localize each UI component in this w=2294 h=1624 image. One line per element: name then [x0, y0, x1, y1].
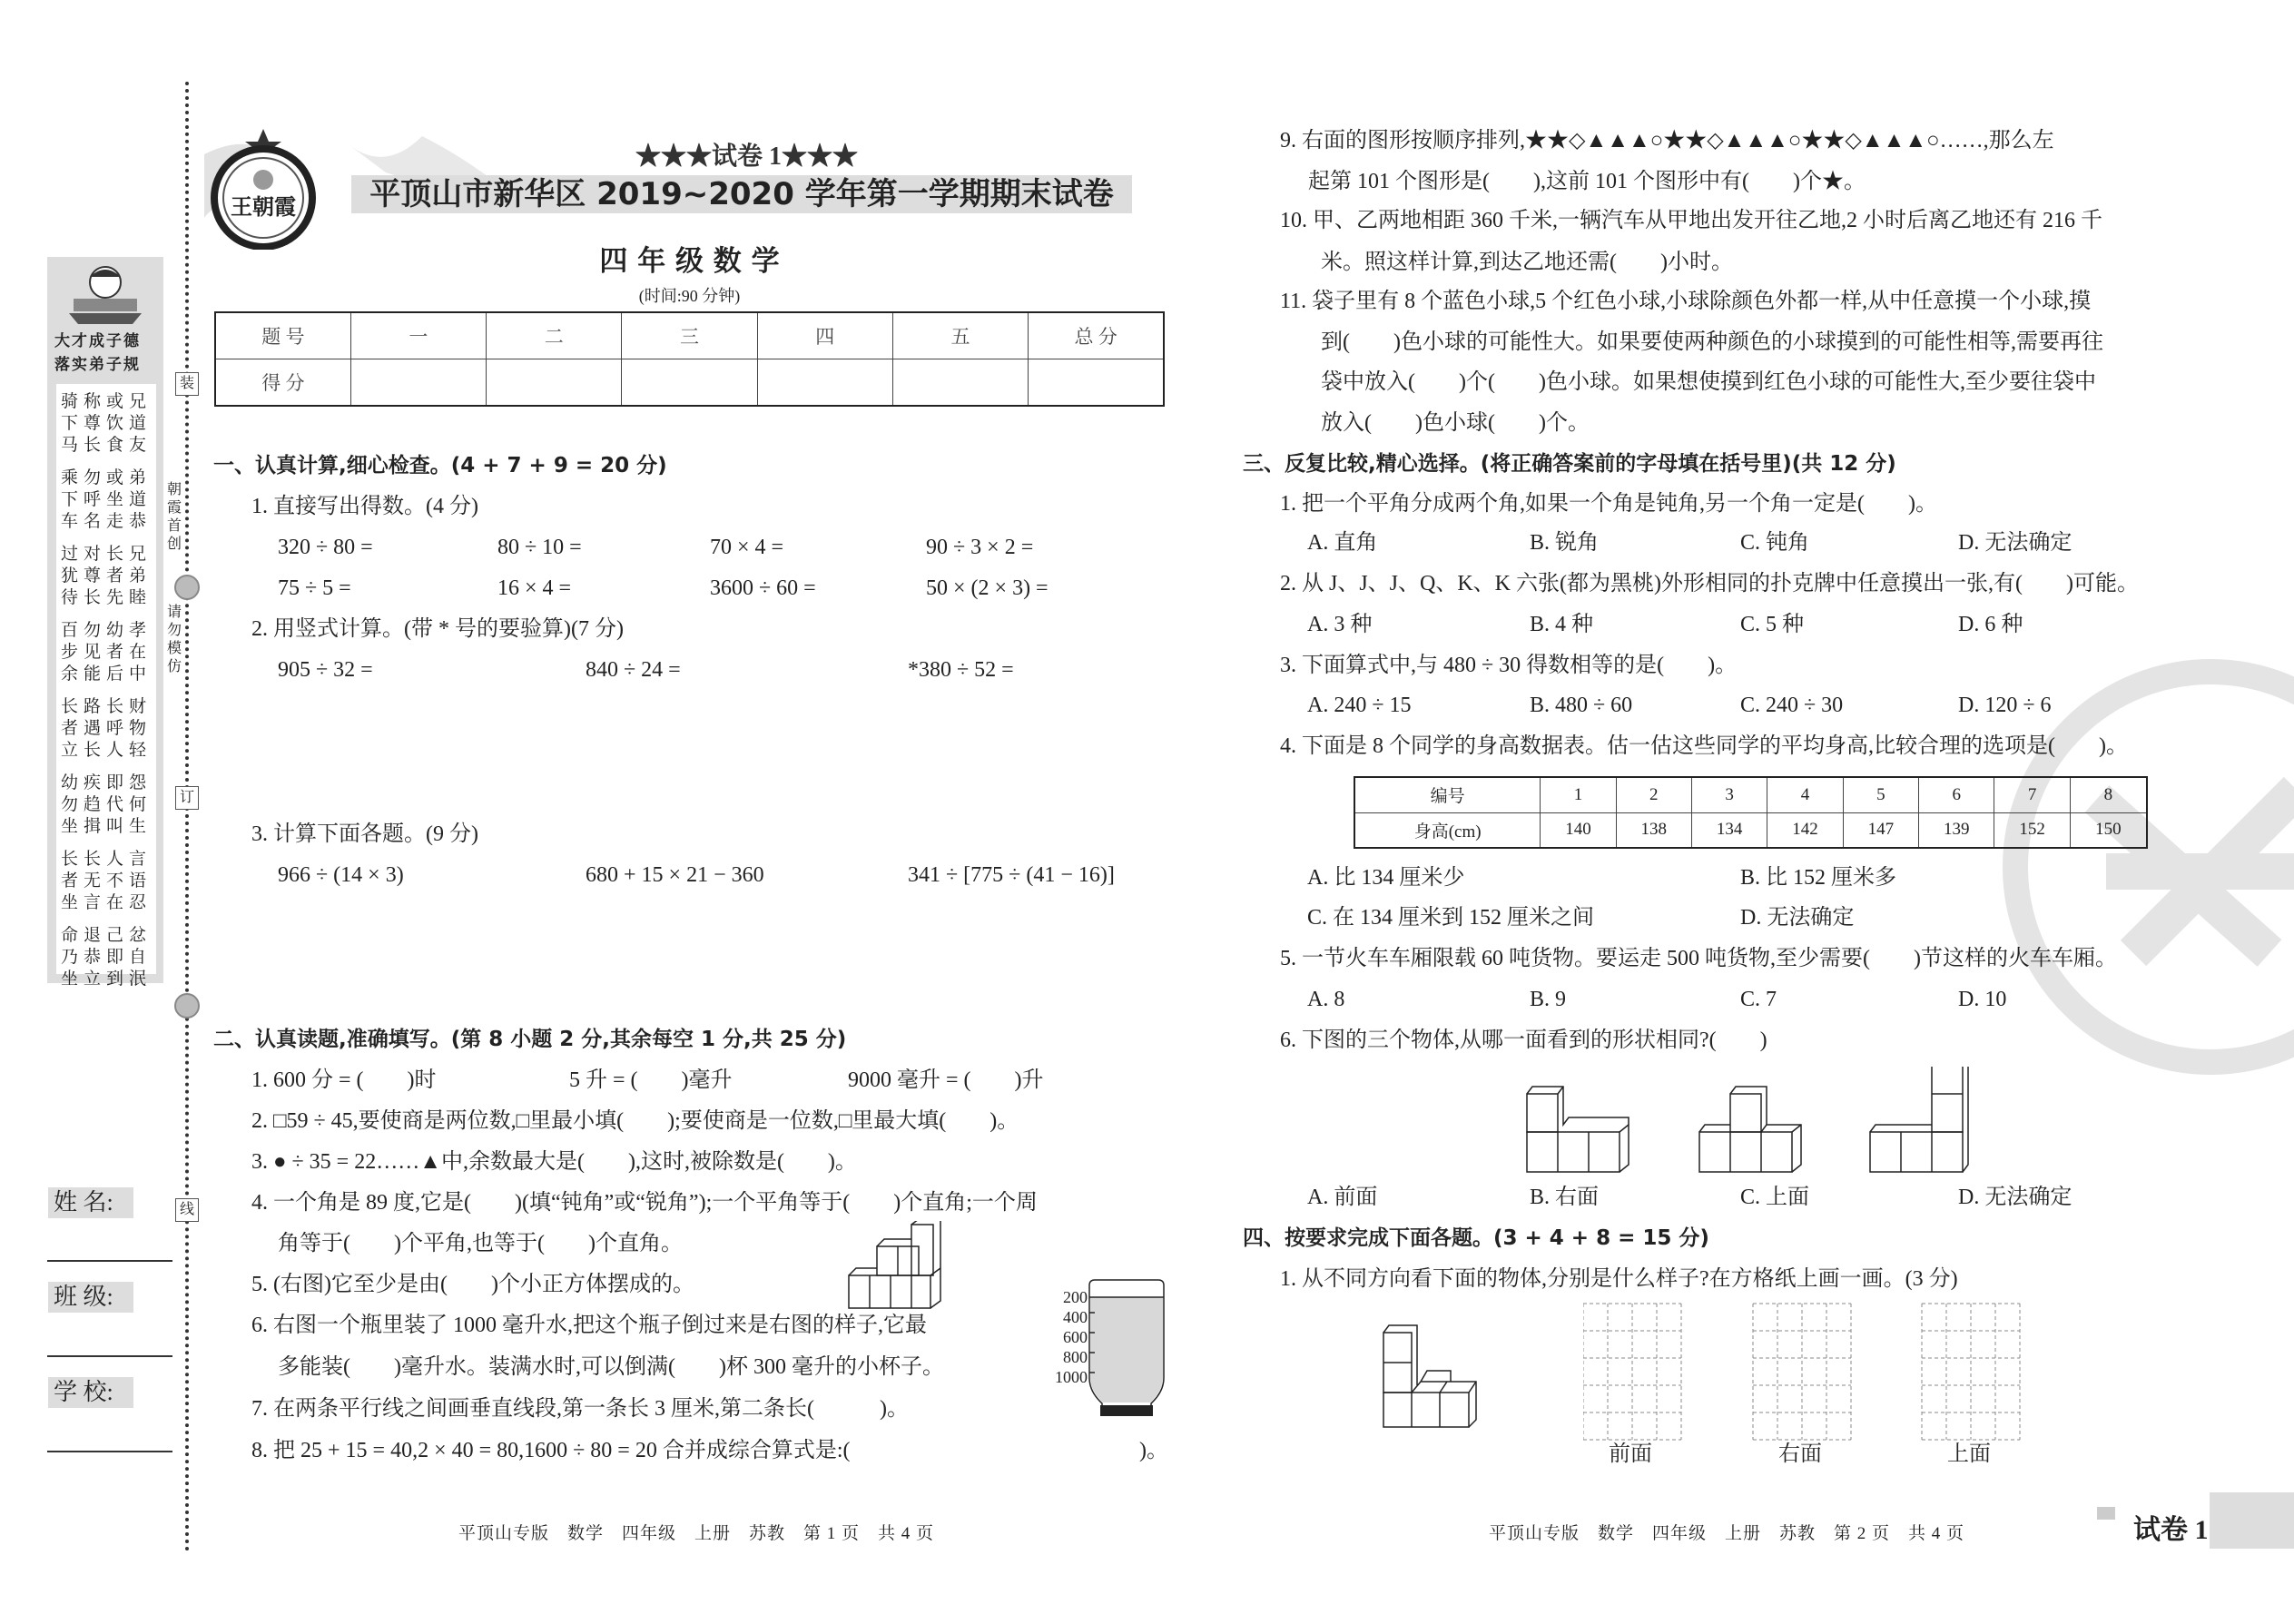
verse-line: 坐立到泯: [60, 969, 152, 989]
table-cell: 142: [1767, 812, 1843, 848]
section4-title: 四、按要求完成下面各题。(3 + 4 + 8 = 15 分): [1243, 1226, 1709, 1250]
option[interactable]: D. 无法确定: [1740, 906, 1855, 930]
option[interactable]: A. 3 种: [1307, 613, 1373, 636]
class-label: 班 级:: [48, 1282, 133, 1313]
cube-stack-figure: [846, 1221, 973, 1312]
calc-item: 320 ÷ 80 =: [278, 536, 373, 559]
question-2-8: 8. 把 25 + 15 = 40,2 × 40 = 80,1600 ÷ 80 = 20 合并成综合算式是:(: [251, 1439, 851, 1462]
question-2-10-cont: 米。照这样计算,到达乙地还需( )小时。: [1321, 251, 1733, 274]
verse-line: 步见者在: [60, 643, 152, 662]
verse-line: 骑称或兄: [60, 392, 152, 411]
option[interactable]: A. 前面: [1307, 1186, 1378, 1209]
score-cell[interactable]: [1029, 359, 1164, 407]
verse-line: 下呼坐道: [60, 490, 152, 509]
calc-item: 90 ÷ 3 × 2 =: [926, 536, 1034, 559]
table-header-cell: 编号: [1354, 777, 1541, 812]
question-2-11-cont: 袋中放入( )个( )色小球。如果想使摸到红色小球的可能性大,至少要往袋中: [1321, 370, 2096, 394]
table-cell: 150: [2070, 812, 2147, 848]
binding-warning: 请勿模仿: [167, 604, 185, 676]
table-header-cell: 2: [1616, 777, 1691, 812]
binding-label-xian: 线: [175, 1198, 199, 1222]
verse-line: 长长人言: [60, 850, 152, 869]
verse-line: 乃恭即自: [60, 948, 152, 967]
question-2-9-cont: 起第 101 个图形是( ),这前 101 个图形中有( )个★。: [1308, 170, 1866, 193]
table-header-cell: 6: [1919, 777, 1994, 812]
score-cell[interactable]: [757, 359, 892, 407]
verse-line: 坐揖叫生: [60, 817, 152, 836]
question-2-6-cont: 多能装( )毫升水。装满水时,可以倒满( )杯 300 毫升的小杯子。: [278, 1355, 944, 1379]
option[interactable]: D. 10: [1958, 988, 2007, 1011]
score-header-cell: 五: [892, 312, 1028, 359]
table-header-cell: 1: [1541, 777, 1616, 812]
question-3-4: 4. 下面是 8 个同学的身高数据表。估一估这些同学的平均身高,比较合理的选项是( )。: [1280, 734, 2128, 758]
section2-title: 二、认真读题,准确填写。(第 8 小题 2 分,其余每空 1 分,共 25 分): [213, 1028, 847, 1051]
calc-item: 75 ÷ 5 =: [278, 576, 351, 600]
verse-group: [56, 773, 156, 838]
score-table: [214, 311, 1165, 407]
option[interactable]: C. 钝角: [1740, 531, 1810, 555]
object-1: [1527, 1087, 1629, 1172]
drawing-grid[interactable]: [1583, 1304, 1681, 1440]
dizigui-verse: [56, 384, 156, 989]
subject-title: 四 年 级 数 学: [599, 245, 780, 278]
calc-item: 3600 ÷ 60 =: [710, 576, 816, 600]
question-1-1: 1. 直接写出得数。(4 分): [251, 495, 478, 518]
bottle-scale: [1046, 1287, 1088, 1387]
scale-label: 600: [1063, 1328, 1088, 1346]
option[interactable]: C. 上面: [1740, 1186, 1810, 1209]
page-title: 平顶山市新华区 2019~2020 学年第一学期期末试卷: [369, 176, 1114, 212]
table-row: [1354, 812, 2147, 848]
score-header-cell: 题 号: [215, 312, 350, 359]
option[interactable]: C. 240 ÷ 30: [1740, 694, 1844, 717]
grid-label-front: 前面: [1609, 1442, 1652, 1466]
scale-label: 800: [1063, 1348, 1088, 1366]
school-field[interactable]: [47, 1451, 172, 1452]
question-2-9: 9. 右面的图形按顺序排列,★★◇▲▲▲○★★◇▲▲▲○★★◇▲▲▲○……,那么左: [1280, 129, 2054, 153]
table-cell: 138: [1616, 812, 1691, 848]
verse-line: 立长人轻: [60, 741, 152, 760]
question-2-3: 3. ● ÷ 35 = 22……▲中,余数最大是( ),这时,被除数是( )。: [251, 1150, 857, 1174]
table-cell: 147: [1843, 812, 1918, 848]
score-cell[interactable]: [622, 359, 757, 407]
logo-text: 王朝霞: [231, 196, 296, 220]
height-table: [1354, 776, 2148, 849]
question-2-8-end: )。: [1139, 1439, 1168, 1462]
table-header-cell: 3: [1691, 777, 1767, 812]
badge-decoration: [2097, 1507, 2115, 1520]
question-3-5: 5. 一节火车车厢限载 60 吨货物。要运走 500 吨货物,至少需要( )节这样的火车车厢。: [1280, 947, 2117, 970]
section1-title: 一、认真计算,细心检查。(4 + 7 + 9 = 20 分): [213, 454, 667, 477]
option[interactable]: C. 5 种: [1740, 613, 1805, 636]
score-header-cell: 总 分: [1029, 312, 1164, 359]
table-header-cell: 8: [2070, 777, 2147, 812]
section3-title: 三、反复比较,精心选择。(将正确答案前的字母填在括号里)(共 12 分): [1243, 452, 1896, 476]
verse-line: 余能后中: [60, 664, 152, 684]
calc-item: 80 ÷ 10 =: [497, 536, 582, 559]
score-row-label: 得 分: [215, 359, 350, 407]
question-2-6: 6. 右图一个瓶里装了 1000 毫升水,把这个瓶子倒过来是右图的样子,它最: [251, 1314, 927, 1337]
score-header-cell: 一: [350, 312, 486, 359]
fill-item: 9000 毫升 = ( )升: [848, 1068, 1044, 1092]
verse-line: 车名走恭: [60, 512, 152, 531]
question-3-2: 2. 从 J、J、J、Q、K、K 六张(都为黑桃)外形相同的扑克牌中任意摸出一张,有( )可能。: [1280, 572, 2139, 595]
verse-line: 待长先睦: [60, 588, 152, 607]
verse-line: 命退己忿: [60, 926, 152, 945]
school-label: 学 校:: [48, 1377, 133, 1408]
drawing-grid[interactable]: [1753, 1304, 1851, 1440]
grid-label-top: 上面: [1947, 1442, 1991, 1466]
option[interactable]: B. 480 ÷ 60: [1530, 694, 1633, 717]
option[interactable]: C. 在 134 厘米到 152 厘米之间: [1307, 906, 1595, 930]
binding-circle-icon: [174, 575, 200, 600]
question-2-11-cont: 到( )色小球的可能性大。如果要使两种颜色的小球摸到的可能性相等,需要再往: [1321, 330, 2103, 354]
option[interactable]: B. 9: [1530, 988, 1567, 1011]
question-4-1: 1. 从不同方向看下面的物体,分别是什么样子?在方格纸上画一画。(3 分): [1280, 1267, 1958, 1291]
drawing-grids: [1583, 1303, 2028, 1441]
table-row: [215, 312, 1164, 359]
binding-dotted-line: [185, 82, 189, 1552]
table-cell: 140: [1541, 812, 1616, 848]
dizigui-side-panel: [47, 257, 163, 989]
calc-item: 16 × 4 =: [497, 576, 572, 600]
verse-line: 坐言在忍: [60, 893, 152, 912]
three-objects-figure: [1523, 1067, 1986, 1176]
question-2-11-cont: 放入( )色小球( )个。: [1321, 411, 1590, 435]
table-cell: 身高(cm): [1354, 812, 1541, 848]
question-2-5: 5. (右图)它至少是由( )个小正方体摆成的。: [251, 1273, 694, 1296]
option[interactable]: A. 8: [1307, 988, 1345, 1011]
grid-label-right: 右面: [1778, 1442, 1822, 1466]
option[interactable]: D. 无法确定: [1958, 531, 2072, 555]
binding-brand-note: 朝霞首创: [167, 481, 185, 554]
object-3: [1870, 1067, 1968, 1172]
name-label: 姓 名:: [48, 1187, 133, 1218]
table-header-cell: 4: [1767, 777, 1843, 812]
scale-label: 400: [1063, 1308, 1088, 1326]
score-cell[interactable]: [892, 359, 1028, 407]
verse-line: 幼疾即怨: [60, 773, 152, 792]
fill-item: 1. 600 分 = ( )时: [251, 1068, 437, 1092]
question-2-10: 10. 甲、乙两地相距 360 千米,一辆汽车从甲地出发开往乙地,2 小时后离乙地还有 216 千: [1280, 209, 2102, 232]
drawing-grid[interactable]: [1922, 1304, 2020, 1440]
fill-item: 5 升 = ( )毫升: [569, 1068, 733, 1092]
paper-badge-bottom: 试卷 1: [2133, 1515, 2209, 1545]
question-2-7: 7. 在两条平行线之间画垂直线段,第一条长 3 厘米,第二条长( )。: [251, 1397, 909, 1421]
question-1-3: 3. 计算下面各题。(9 分): [251, 822, 478, 846]
score-header-cell: 四: [757, 312, 892, 359]
calc-item: 70 × 4 =: [710, 536, 784, 559]
question-3-6: 6. 下图的三个物体,从哪一面看到的形状相同?( ): [1280, 1029, 1767, 1052]
verse-line: 下尊饮道: [60, 414, 152, 433]
expression-item: 680 + 15 × 21 − 360: [586, 863, 764, 887]
scale-label: 200: [1063, 1288, 1088, 1306]
badge-gray-block: [2210, 1492, 2294, 1549]
option[interactable]: A. 直角: [1307, 531, 1378, 555]
verse-line: 者遇呼物: [60, 719, 152, 738]
option[interactable]: B. 比 152 厘米多: [1740, 866, 1897, 890]
time-limit: (时间:90 分钟): [638, 287, 741, 305]
option[interactable]: A. 240 ÷ 15: [1307, 694, 1412, 717]
verse-line: 乘勿或弟: [60, 468, 152, 487]
verse-group: [56, 696, 156, 762]
verse-line: 过对长兄: [60, 545, 152, 564]
table-row: [1354, 777, 2147, 812]
side-slogan-1: 大才成子德: [54, 332, 141, 349]
question-3-1: 1. 把一个平角分成两个角,如果一个角是钝角,另一个角一定是( )。: [1280, 492, 1937, 516]
option[interactable]: B. 4 种: [1530, 613, 1594, 636]
score-cell[interactable]: [487, 359, 622, 407]
score-header-cell: 二: [487, 312, 622, 359]
binding-circle-icon: [174, 993, 200, 1019]
option[interactable]: D. 无法确定: [1958, 1186, 2072, 1209]
option[interactable]: B. 右面: [1530, 1186, 1600, 1209]
question-2-2: 2. □59 ÷ 45,要使商是两位数,□里最小填( );要使商是一位数,□里最大填( )。: [251, 1109, 1019, 1133]
verse-group: [56, 925, 156, 990]
footer-page-1: 平顶山专版 数学 四年级 上册 苏教 第 1 页 共 4 页: [458, 1524, 935, 1543]
expression-item: 966 ÷ (14 × 3): [278, 863, 404, 887]
option[interactable]: D. 6 种: [1958, 613, 2023, 636]
vertical-calc-item: *380 ÷ 52 =: [908, 658, 1014, 682]
table-cell: 139: [1919, 812, 1994, 848]
question-3-3: 3. 下面算式中,与 480 ÷ 30 得数相等的是( )。: [1280, 654, 1738, 677]
vertical-calc-item: 905 ÷ 32 =: [278, 658, 373, 682]
verse-line: 马长食友: [60, 436, 152, 455]
binding-label-ding: 订: [175, 786, 199, 810]
verse-line: 者无不语: [60, 871, 152, 891]
verse-line: 勿趋代何: [60, 795, 152, 814]
question-2-4-cont: 角等于( )个平角,也等于( )个直角。: [278, 1232, 683, 1255]
cube-object-figure: [1380, 1324, 1498, 1432]
brand-logo: [207, 127, 320, 250]
binding-label-zhuang: 装: [175, 372, 199, 396]
side-slogan-2: 落实弟子规: [54, 356, 141, 373]
verse-line: 犹尊者弟: [60, 566, 152, 586]
verse-group: [56, 620, 156, 685]
question-1-2: 2. 用竖式计算。(带 * 号的要验算)(7 分): [251, 617, 624, 641]
option[interactable]: D. 120 ÷ 6: [1958, 694, 2052, 717]
paper-badge: ★★★试卷 1★★★: [635, 143, 859, 171]
table-cell: 134: [1691, 812, 1767, 848]
score-cell[interactable]: [350, 359, 486, 407]
class-field[interactable]: [47, 1355, 172, 1357]
vertical-calc-item: 840 ÷ 24 =: [586, 658, 681, 682]
scale-label: 1000: [1055, 1368, 1088, 1386]
expression-item: 341 ÷ [775 ÷ (41 − 16)]: [908, 863, 1115, 887]
score-header-cell: 三: [622, 312, 757, 359]
verse-group: [56, 849, 156, 914]
question-2-4: 4. 一个角是 89 度,它是( )(填“钝角”或“锐角”);一个平角等于( )个直角;一个周: [251, 1191, 1038, 1215]
footer-page-2: 平顶山专版 数学 四年级 上册 苏教 第 2 页 共 4 页: [1489, 1524, 1965, 1543]
table-header-cell: 7: [1994, 777, 2070, 812]
student-reading-icon: [60, 262, 151, 326]
verse-line: 长路长财: [60, 697, 152, 716]
verse-group: [56, 468, 156, 533]
table-header-cell: 5: [1843, 777, 1918, 812]
name-field[interactable]: [47, 1260, 172, 1262]
option[interactable]: C. 7: [1740, 988, 1777, 1011]
calc-item: 50 × (2 × 3) =: [926, 576, 1049, 600]
option[interactable]: A. 比 134 厘米少: [1307, 866, 1465, 890]
verse-group: [56, 544, 156, 609]
table-cell: 152: [1994, 812, 2070, 848]
verse-line: 百勿幼孝: [60, 621, 152, 640]
table-row: [215, 359, 1164, 407]
object-2: [1699, 1087, 1801, 1172]
verse-group: [56, 391, 156, 457]
question-2-11: 11. 袋子里有 8 个蓝色小球,5 个红色小球,小球除颜色外都一样,从中任意摸一个小球,摸: [1280, 290, 2092, 313]
option[interactable]: B. 锐角: [1530, 531, 1600, 555]
